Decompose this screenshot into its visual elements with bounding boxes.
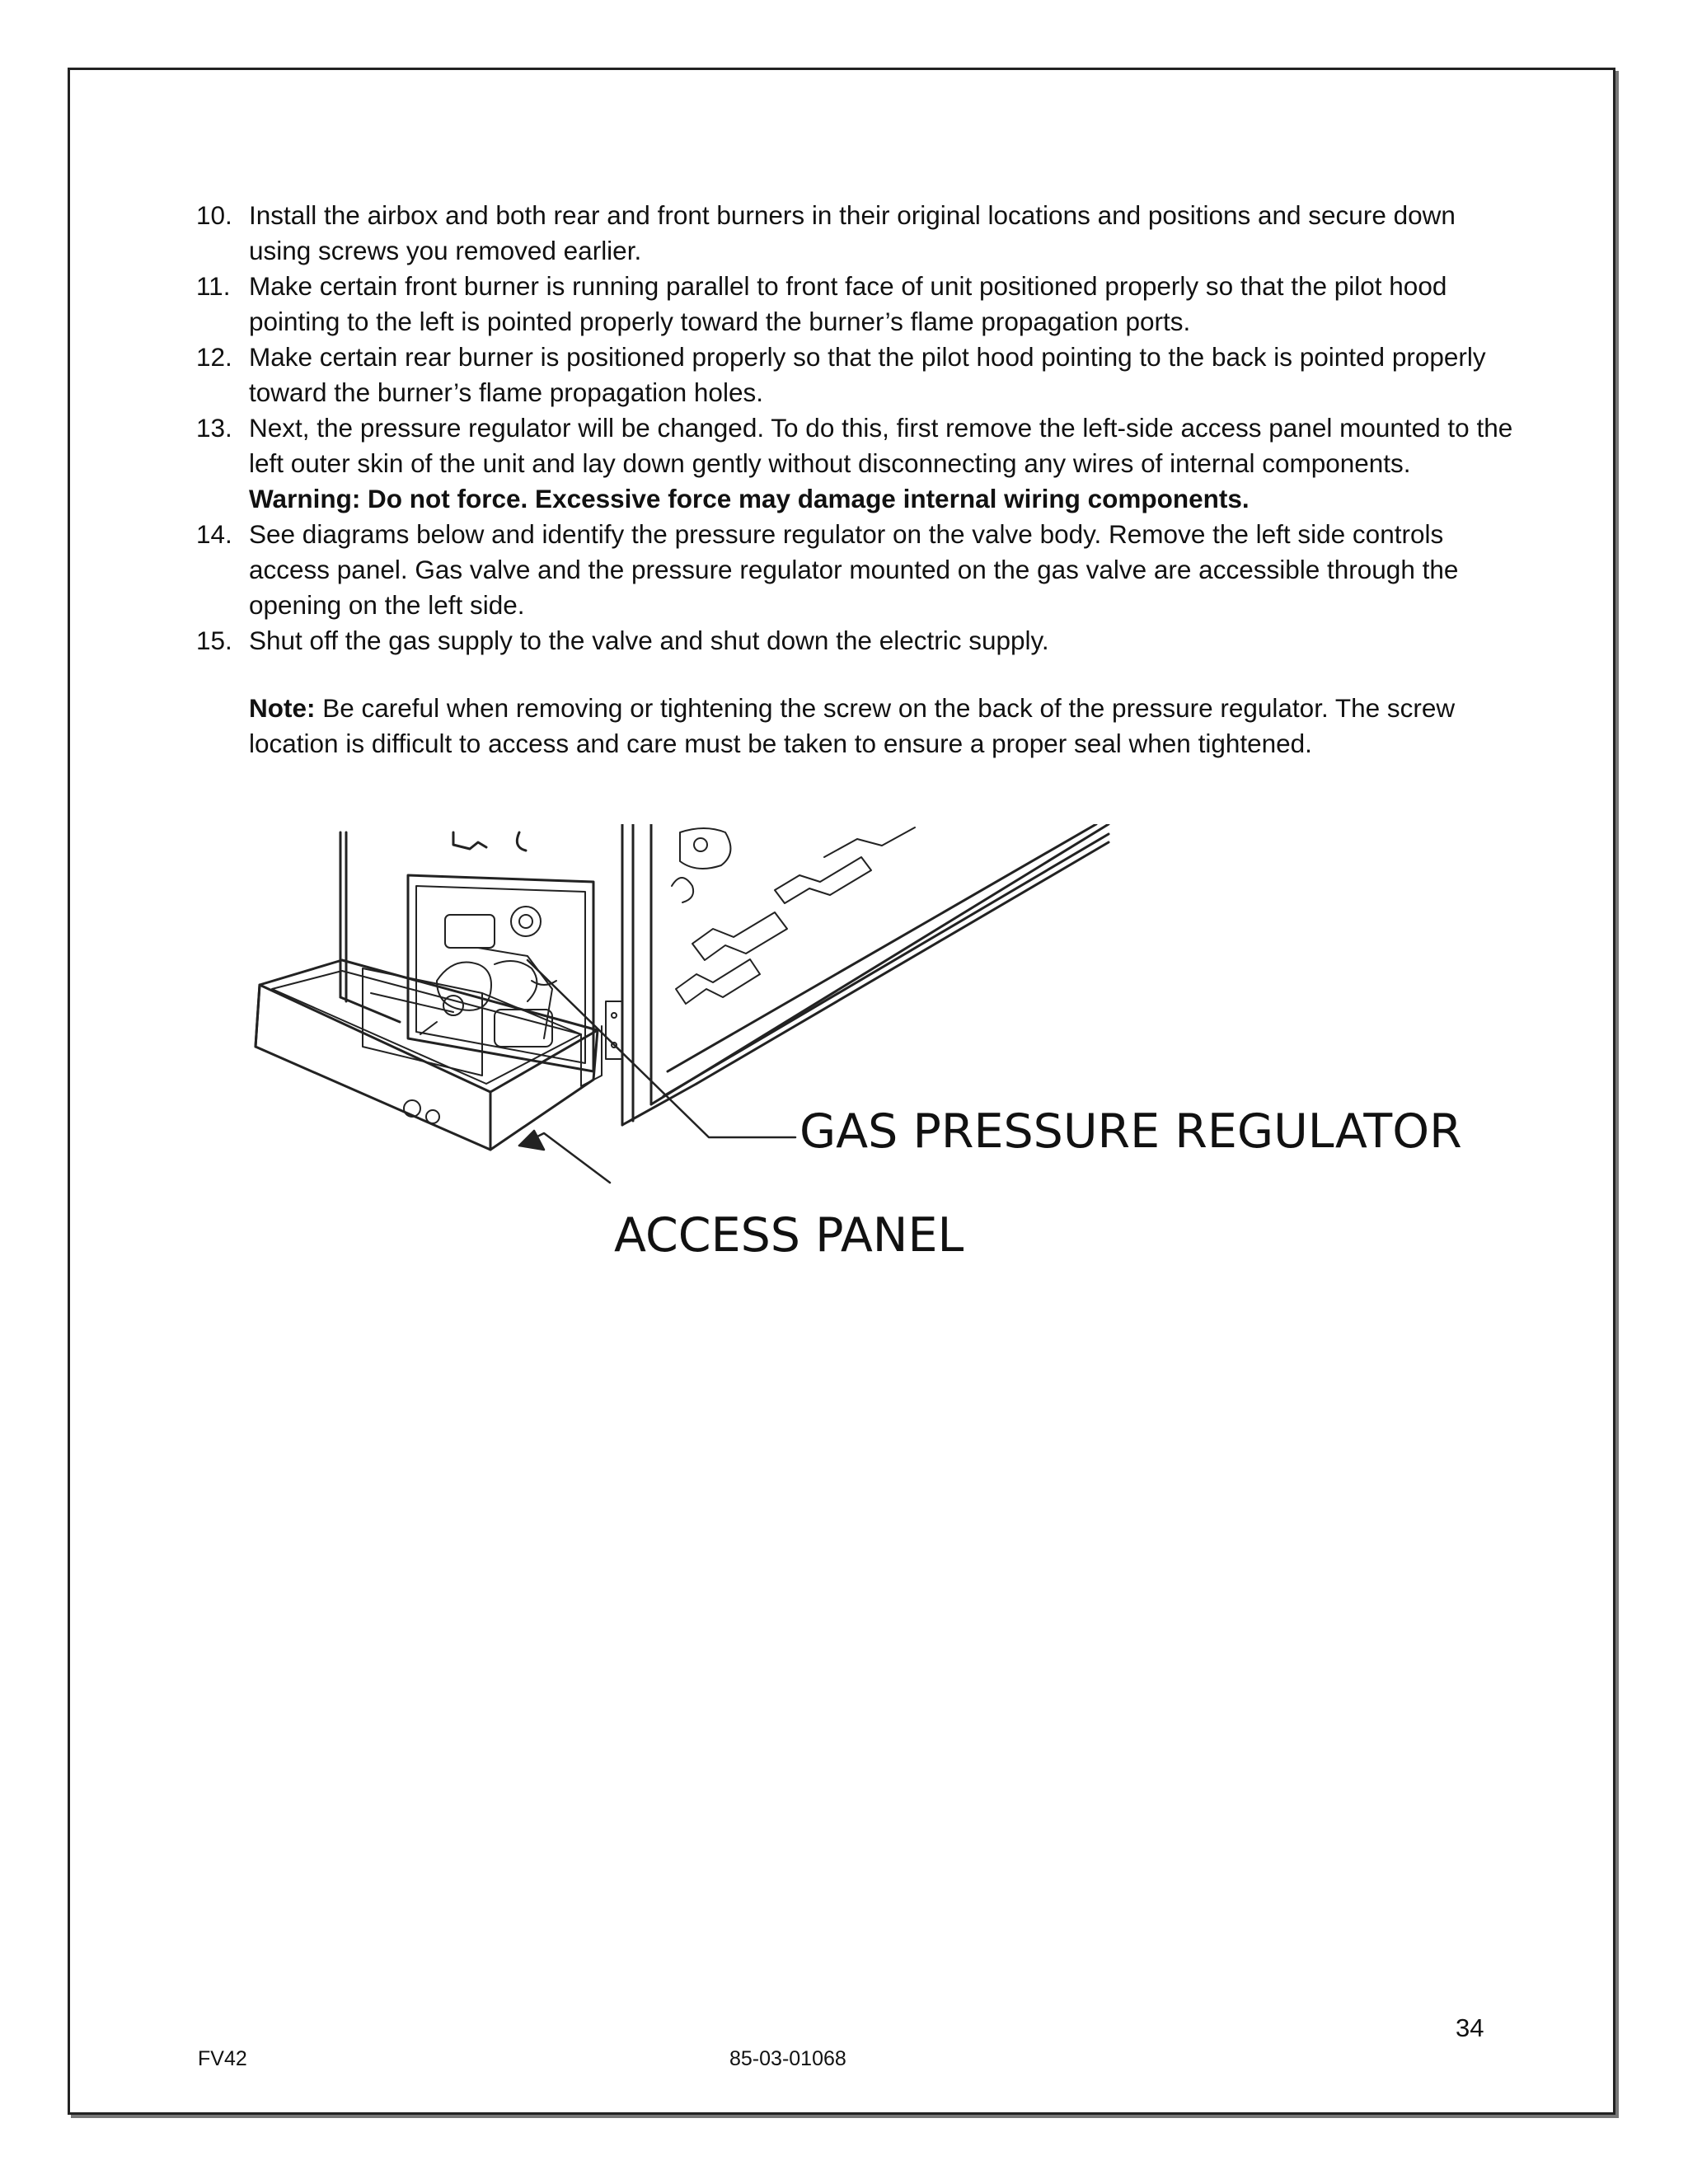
- note-paragraph: [249, 691, 1518, 762]
- step-text: Make certain front burner is running parallel to front face of unit positioned properly so that the pilot hood pointing to the left is pointed properly toward the burner’s flame propagation ports.: [249, 271, 1447, 336]
- step-number: 10.: [196, 200, 232, 230]
- cabinet-left-wall: [340, 832, 526, 1022]
- step-number: 13.: [196, 413, 232, 443]
- step-text: See diagrams below and identify the pressure regulator on the valve body. Remove the left side controls access panel. Gas valve and the pressure regulator mounted on the gas valve are accessible through the opening on the left side.: [249, 519, 1459, 620]
- gas-pressure-regulator-label: GAS PRESSURE REGULATOR: [799, 1104, 1462, 1159]
- step-13: [198, 410, 1517, 517]
- step-10: [198, 198, 1517, 269]
- step-12: [198, 340, 1517, 410]
- access-panel-label: ACCESS PANEL: [614, 1208, 964, 1263]
- instruction-steps: [198, 198, 1517, 658]
- step-text: Install the airbox and both rear and front burners in their original locations and positions and secure down using screws you removed earlier.: [249, 200, 1456, 265]
- firebox: [606, 824, 1109, 1125]
- warning-text: Warning: Do not force. Excessive force may damage internal wiring components.: [249, 484, 1250, 513]
- step-11: [198, 269, 1517, 340]
- leader-lines: [519, 960, 795, 1183]
- page-number: 34: [1456, 2013, 1484, 2042]
- step-15: [198, 623, 1517, 658]
- step-number: 12.: [196, 342, 232, 372]
- access-panel-tray: [256, 960, 602, 1150]
- step-number: 11.: [196, 271, 231, 301]
- step-text: Next, the pressure regulator will be changed. To do this, first remove the left-side access panel mounted to the left outer skin of the unit and lay down gently without disconnecting any wires of internal components.: [249, 413, 1513, 478]
- note-label: Note:: [249, 693, 316, 723]
- step-text: Make certain rear burner is positioned properly so that the pilot hood pointing to the back is pointed properly toward the burner’s flame propagation holes.: [249, 342, 1486, 407]
- footer-model: FV42: [198, 2047, 247, 2070]
- step-number: 14.: [196, 519, 232, 549]
- step-14: [198, 517, 1517, 623]
- note-text: Be careful when removing or tightening the screw on the back of the pressure regulator. The screw location is difficult to access and care must be taken to ensure a proper seal when tightened.: [249, 693, 1456, 758]
- step-number: 15.: [196, 626, 232, 655]
- footer-part-number: 85-03-01068: [729, 2047, 846, 2070]
- step-text: Shut off the gas supply to the valve and shut down the electric supply.: [249, 626, 1049, 655]
